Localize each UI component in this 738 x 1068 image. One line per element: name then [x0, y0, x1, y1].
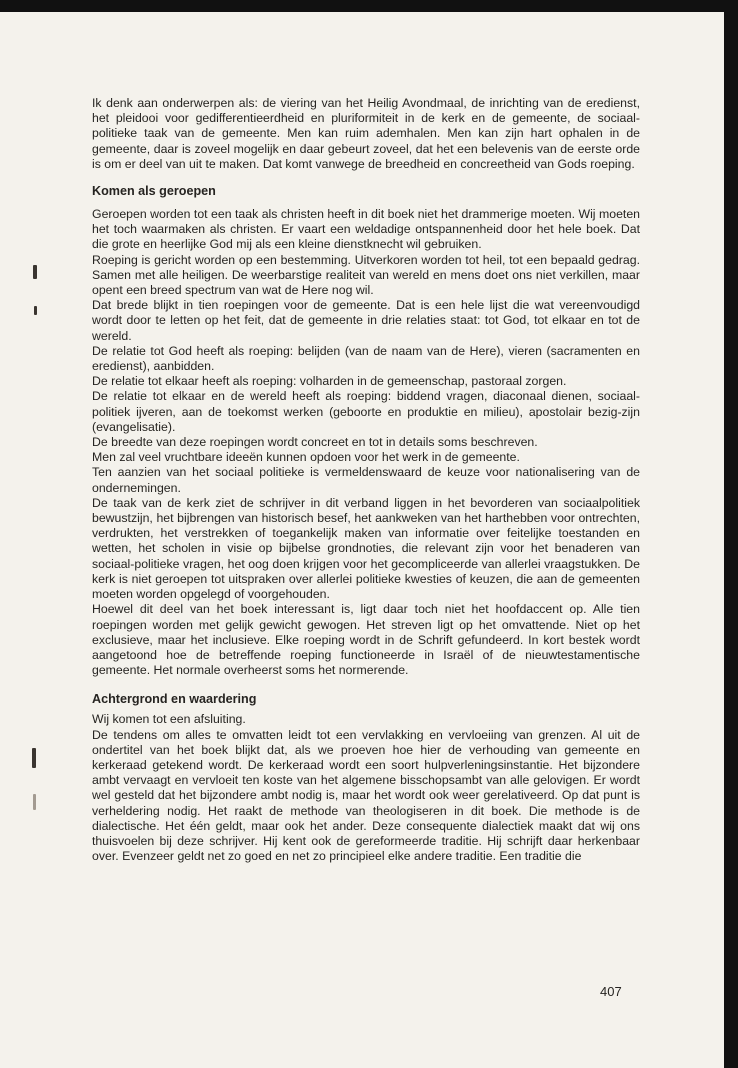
paragraph: Hoewel dit deel van het boek interessant is, ligt daar toch niet het hoofdaccent op. Alle tien roepingen worden met gelijk gewicht gewogen. Het streven ligt op het omvattende. Niet op het exclusieve, maar het inclusieve. Elke roeping wordt in de Schrift gefundeerd. In kort bestek wordt aangetoond hoe de betreffende roeping functioneerde in Israël of de nieuwtestamentische gemeente. Het normale overheerst soms het normerende. — [92, 602, 640, 678]
scan-top-border — [0, 0, 738, 12]
paragraph: Dat brede blijkt in tien roepingen voor de gemeente. Dat is een hele lijst die wat vereenvoudigd wordt door te letten op het feit, dat de gemeente in drie relaties staat: tot God, tot elkaar en tot de wereld. — [92, 298, 640, 343]
margin-mark — [33, 794, 36, 810]
paragraph: De taak van de kerk ziet de schrijver in dit verband liggen in het bevorderen van sociaalpolitiek bewustzijn, het bijbrengen van historisch besef, het aankweken van het harthebben voor ontrechten, verdrukten, het verstrekken of toegankelijk maken van informatie over feitelijke toestanden en wetten, het scholen in visie op bijbelse grondnoties, die relevant zijn voor het benaderen van sociaal-politieke vragen, het oog doen krijgen voor het gecompliceerde van allerlei vraagstukken. De kerk is niet geroepen tot uitspraken over allerlei politieke kwesties of keuzen, die aan de gemeenten moeten worden opgelegd of voorgehouden. — [92, 495, 640, 602]
page-number: 407 — [600, 984, 622, 999]
margin-mark — [32, 748, 36, 768]
paragraph: Men zal veel vruchtbare ideeën kunnen opdoen voor het werk in de gemeente. — [92, 450, 520, 465]
paragraph: De relatie tot elkaar heeft als roeping: volharden in de gemeenschap, pastoraal zorgen. — [92, 374, 567, 389]
paragraph: Ik denk aan onderwerpen als: de viering van het Heilig Avondmaal, de inrichting van de eredienst, het pleidooi voor gedifferentieerdheid en pluriformiteit in de kerk en de gemeente, de sociaal-politieke taak van de gemeente. Men kan ruim ademhalen. Men kan zijn hart ophalen in de gemeente, daar is zoveel mogelijk en daar gebeurt zoveel, dat het een belevenis van de eerste orde is om er deel van uit te maken. Dat komt vanwege de breedheid en concreetheid van Gods roeping. — [92, 96, 640, 171]
scan-right-border — [724, 0, 738, 1068]
paragraph: De relatie tot God heeft als roeping: belijden (van de naam van de Here), vieren (sacramenten en eredienst), aanbidden. — [92, 343, 640, 374]
paragraph: Roeping is gericht worden op een bestemming. Uitverkoren worden tot heil, tot een bepaald gedrag. Samen met alle heiligen. De weerbarstige realiteit van wereld en mens doet ons niet verkillen, maar opent een breed spectrum van wat de Here nog wil. — [92, 252, 640, 298]
paragraph: De tendens om alles te omvatten leidt tot een vervlakking en vervloeiing van grenzen. Al uit de ondertitel van het boek blijkt dat, als we proeven hoe hier de verhouding van gemeente en kerkeraad getekend wordt. De kerkeraad wordt een soort hulpverleningsinstantie. Het bijzondere ambt vervaagt en vervloeit ten koste van het algemene bisschopsambt van alle gelovigen. Er wordt wel gesteld dat het bijzondere ambt nodig is, maar het wordt ook weer gerelativeerd. Op dat punt is verheldering nodig. Het raakt de methode van theologiseren in dit boek. Die methode is de dialectische. Het één geldt, maar ook het ander. Deze consequente dialectiek maakt dat wij ons thuisvoelen bij deze schrijver. Hij kent ook de gereformeerde traditie. Hij schrijft daar herkenbaar over. Evenzeer geldt net zo goed en net zo principieel elke andere traditie. Een traditie die — [92, 727, 640, 864]
paragraph: De relatie tot elkaar en de wereld heeft als roeping: biddend vragen, diaconaal dienen, sociaal-politiek ijveren, aan de toekomst werken (geboorte en produktie en milieu), apostolair bezig-zijn (evangelisatie). — [92, 389, 640, 434]
section-heading: Achtergrond en waardering — [92, 692, 257, 707]
body-text — [92, 96, 640, 864]
margin-mark — [33, 265, 37, 279]
paragraph: Geroepen worden tot een taak als christen heeft in dit boek niet het drammerige moeten. Wij moeten het toch waarmaken als christen. Er vaart een weldadige ontspannenheid door het hele boek. Dat die grote en heerlijke God mij als een kleine dienstknecht wil gebruiken. — [92, 207, 640, 252]
margin-mark — [34, 306, 37, 315]
paragraph: De breedte van deze roepingen wordt concreet en tot in details soms beschreven. — [92, 435, 538, 450]
section-heading: Komen als geroepen — [92, 184, 216, 199]
paragraph: Ten aanzien van het sociaal politieke is vermeldenswaard de keuze voor nationalisering van de ondernemingen. — [92, 465, 640, 495]
paragraph: Wij komen tot een afsluiting. — [92, 712, 246, 727]
book-page — [0, 12, 724, 1068]
